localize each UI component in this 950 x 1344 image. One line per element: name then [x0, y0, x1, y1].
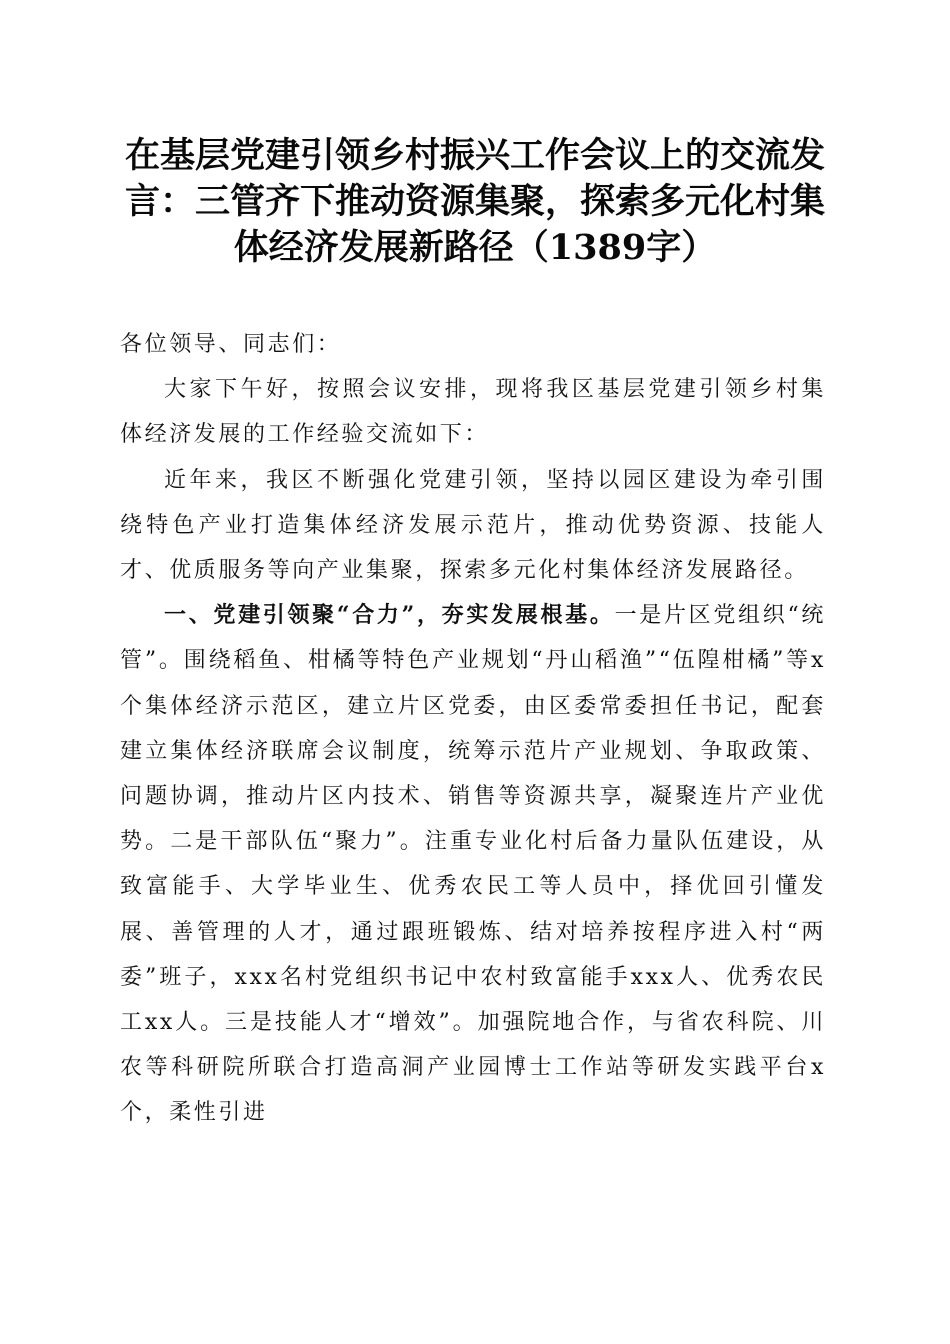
paragraph-intro: 大家下午好，按照会议安排，现将我区基层党建引领乡村集体经济发展的工作经验交流如下：: [120, 377, 826, 448]
section-1-body: 一是片区党组织“统管”。围绕稻鱼、柑橘等特色产业规划“丹山稻渔”“伍隍柑橘”等x个集体经济示范区，建立片区党委，由区委常委担任书记，配套建立集体经济联席会议制度，统筹示范片产业规划、争取政策、问题协调，推动片区内技术、销售等资源共享，凝聚连片产业优势。二是干部队伍“聚力”。注重专业化村后备力量队伍建设，从致富能手、大学毕业生、优秀农民工等人员中，择优回引懂发展、善管理的人才，通过跟班锻炼、结对培养按程序进入村“两委”班子，xxx名村党组织书记中农村致富能手xxx人、优秀农民工xx人。三是技能人才“增效”。加强院地合作，与省农科院、川农等科研院所联合打造高洞产业园博士工作站等研发实践平台x个，柔性引进: [120, 603, 826, 1126]
section-1-heading: 一、党建引领聚“合力”，夯实发展根基。: [164, 602, 615, 629]
document-title: 在基层党建引领乡村振兴工作会议上的交流发言：三管齐下推动资源集聚，探索多元化村集体经济发展新路径（1389字）: [124, 135, 825, 268]
paragraph-section-1: [120, 593, 826, 1135]
salutation: 各位领导、同志们：: [120, 332, 342, 357]
document-body: [120, 322, 826, 1136]
paragraph-overview: 近年来，我区不断强化党建引领，坚持以园区建设为牵引围绕特色产业打造集体经济发展示范片，推动优势资源、技能人才、优质服务等向产业集聚，探索多元化村集体经济发展路径。: [120, 467, 826, 584]
